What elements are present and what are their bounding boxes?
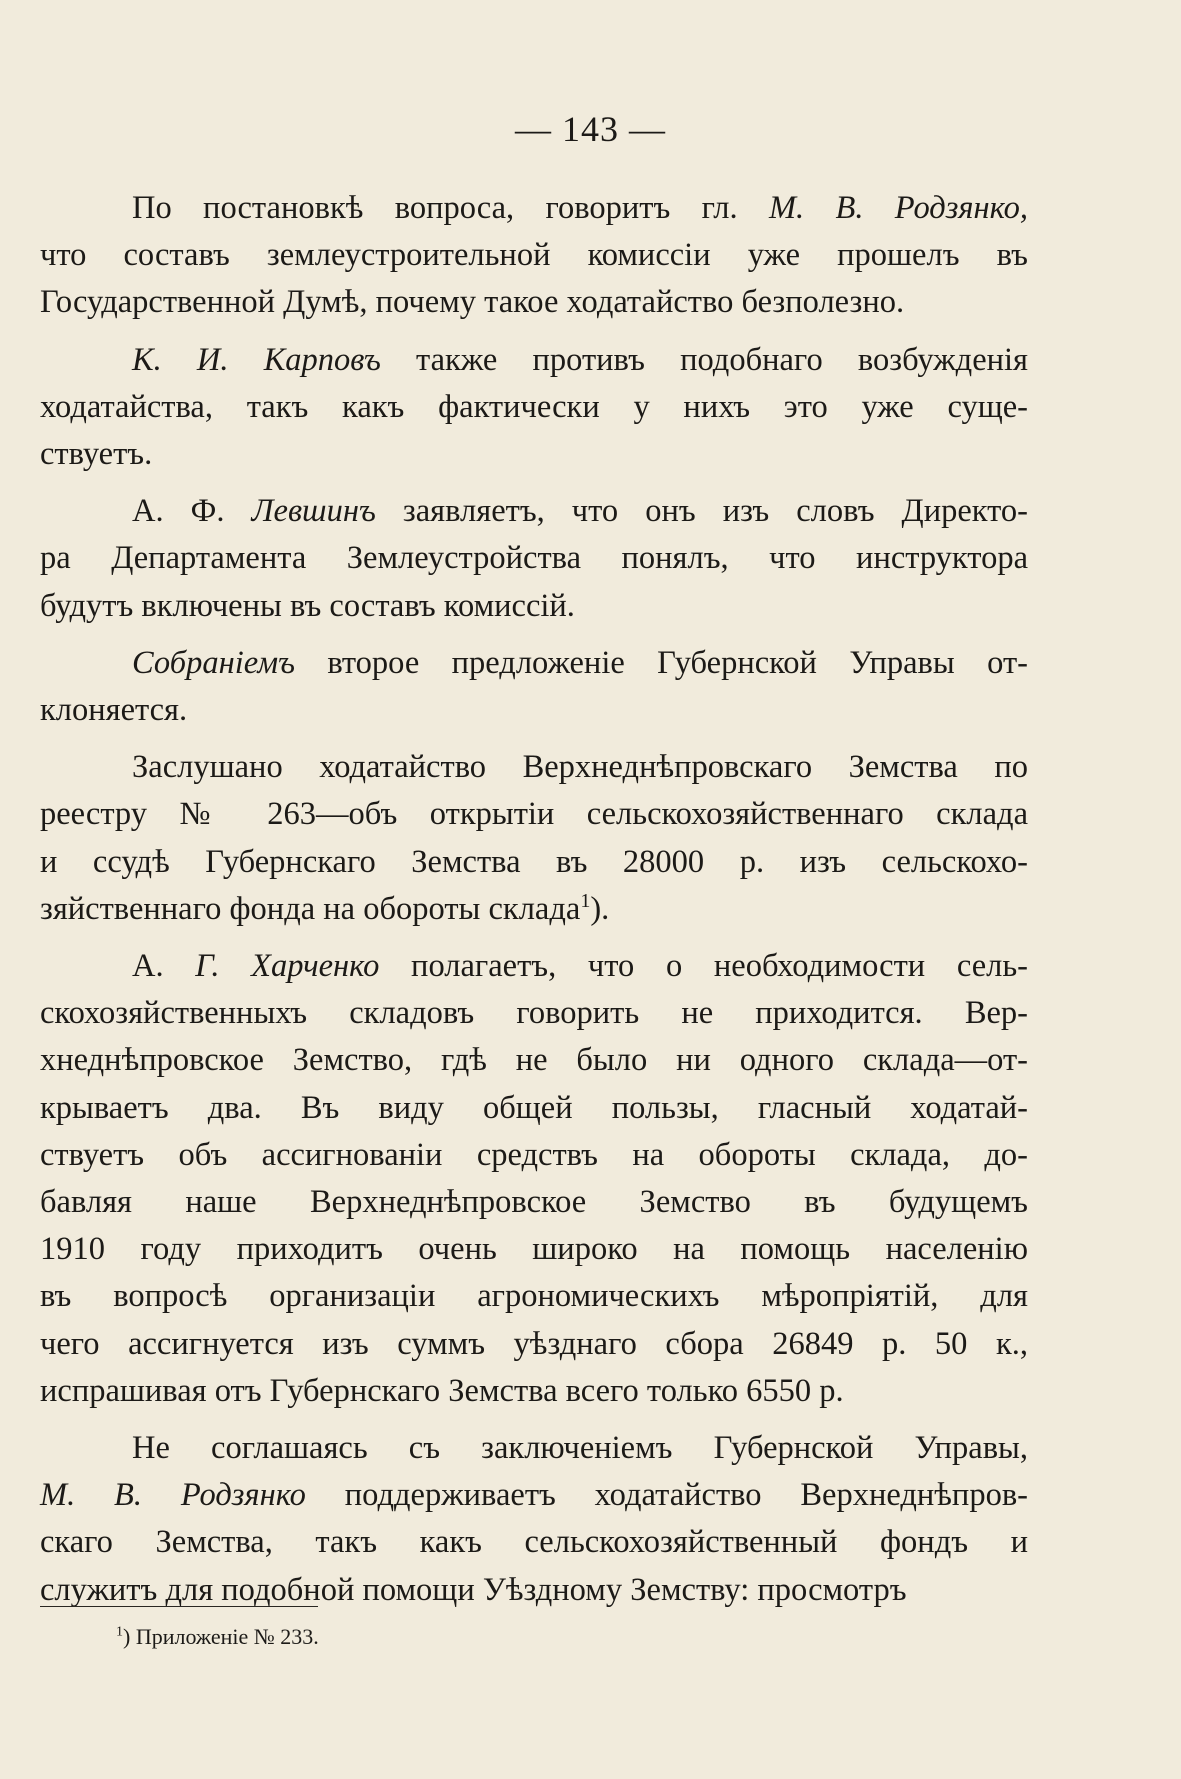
text-run: хнеднѣпровское Земство, гдѣ не было ни одного склада—от-	[40, 1042, 1028, 1079]
text-run: реестру № 263—объ открытіи сельскохозяйственнаго склада	[40, 796, 1028, 833]
italic-name: Собраніемъ	[132, 644, 295, 681]
text-run: бавляя наше Верхнеднѣпровское Земство въ будущемъ	[40, 1184, 1028, 1221]
text-run: что составъ землеустроительной комиссіи уже прошелъ въ	[40, 237, 1028, 274]
text-line	[40, 1037, 1028, 1084]
text-line	[40, 687, 1028, 734]
text-run: скаго Земства, такъ какъ сельскохозяйственный фондъ и	[40, 1524, 1028, 1561]
text-line	[40, 1132, 1028, 1179]
text-line	[40, 1425, 1028, 1472]
italic-name: Г. Харченко	[195, 948, 380, 985]
text-line	[40, 1321, 1028, 1368]
text-run: Заслушано ходатайство Верхнеднѣпровскаго Земства по	[132, 749, 1028, 786]
text-run: и ссудѣ Губернскаго Земства въ 28000 р. изъ сельскохо-	[40, 843, 1028, 880]
footnote	[116, 1622, 319, 1652]
text-run: ра Департамента Землеустройства понялъ, что инструктора	[40, 540, 1028, 577]
text-run: будутъ включены въ составъ комиссій.	[40, 587, 575, 624]
text-line	[40, 886, 1028, 933]
footnote-rule	[40, 1606, 318, 1607]
text-line	[40, 431, 1028, 478]
text-line	[40, 1085, 1028, 1132]
footnote-text: ) Приложеніе № 233.	[123, 1624, 319, 1649]
italic-name: М. В. Родзянко	[40, 1477, 306, 1514]
paragraph	[40, 640, 1028, 734]
text-line	[40, 1273, 1028, 1320]
text-run: полагаетъ, что о необходимости сель-	[379, 948, 1028, 985]
text-line	[40, 744, 1028, 791]
text-run: Не соглашаясь съ заключеніемъ Губернской Управы,	[132, 1430, 1028, 1467]
footnote-marker: 1	[116, 1624, 123, 1640]
text-run: клоняется.	[40, 692, 188, 729]
text-run: Государственной Думѣ, почему такое ходатайство безполезно.	[40, 284, 905, 321]
text-run: служитъ для подобной помощи Уѣздному Земству: просмотръ	[40, 1571, 907, 1608]
text-run: А. Ф.	[132, 493, 252, 530]
text-run: ствуетъ объ ассигнованіи средствъ на обороты склада, до-	[40, 1136, 1028, 1173]
text-line	[40, 535, 1028, 582]
paragraph	[40, 185, 1028, 327]
text-line	[40, 488, 1028, 535]
text-run: въ вопросѣ организаціи агрономическихъ мѣропріятій, для	[40, 1278, 1028, 1315]
text-run: заявляетъ, что онъ изъ словъ Директо-	[375, 493, 1028, 530]
text-line	[40, 1226, 1028, 1273]
text-run: По постановкѣ вопроса, говоритъ гл.	[132, 190, 769, 226]
page-number: — 143 —	[515, 109, 666, 149]
paragraph	[40, 1425, 1028, 1614]
text-run: зяйственнаго фонда на обороты склада	[40, 890, 581, 927]
italic-name: М. В. Родзянко,	[768, 190, 1028, 226]
footnote-ref: 1	[580, 890, 591, 913]
text-run: чего ассигнуется изъ суммъ уѣзднаго сбора 26849 р. 50 к.,	[40, 1325, 1028, 1362]
text-run: ствуетъ.	[40, 436, 153, 473]
italic-name: К. И. Карповъ	[132, 341, 381, 378]
text-line	[40, 279, 1028, 326]
text-line	[40, 1472, 1028, 1519]
italic-name: Левшинъ	[251, 493, 376, 530]
text-run: А.	[132, 948, 196, 985]
text-line	[40, 791, 1028, 838]
text-run: ходатайства, такъ какъ фактически у нихъ это уже суще-	[40, 388, 1028, 425]
text-line	[40, 1368, 1028, 1415]
text-line	[40, 384, 1028, 431]
text-run: испрашивая отъ Губернскаго Земства всего только 6550 р.	[40, 1372, 844, 1409]
text-line	[40, 337, 1028, 384]
text-line	[40, 185, 1028, 232]
text-line	[40, 640, 1028, 687]
text-line	[40, 839, 1028, 886]
text-line	[40, 943, 1028, 990]
text-line	[40, 583, 1028, 630]
text-line	[40, 232, 1028, 279]
text-run: поддерживаетъ ходатайство Верхнеднѣпров-	[305, 1477, 1028, 1514]
text-line	[40, 1519, 1028, 1566]
text-run: крываетъ два. Въ виду общей пользы, гласный ходатай-	[40, 1089, 1028, 1126]
text-run: второе предложеніе Губернской Управы от-	[294, 644, 1028, 681]
paragraph	[40, 943, 1028, 1415]
body-text	[40, 185, 1028, 1614]
text-run: ).	[590, 890, 610, 927]
text-line	[40, 1179, 1028, 1226]
paragraph	[40, 488, 1028, 630]
text-run: 1910 году приходитъ очень широко на помощь населенію	[40, 1231, 1028, 1268]
text-run: скохозяйственныхъ складовъ говорить не приходится. Вер-	[40, 995, 1028, 1032]
text-run: также противъ подобнаго возбужденія	[380, 341, 1028, 378]
text-line	[40, 990, 1028, 1037]
paragraph	[40, 337, 1028, 479]
paragraph	[40, 744, 1028, 933]
